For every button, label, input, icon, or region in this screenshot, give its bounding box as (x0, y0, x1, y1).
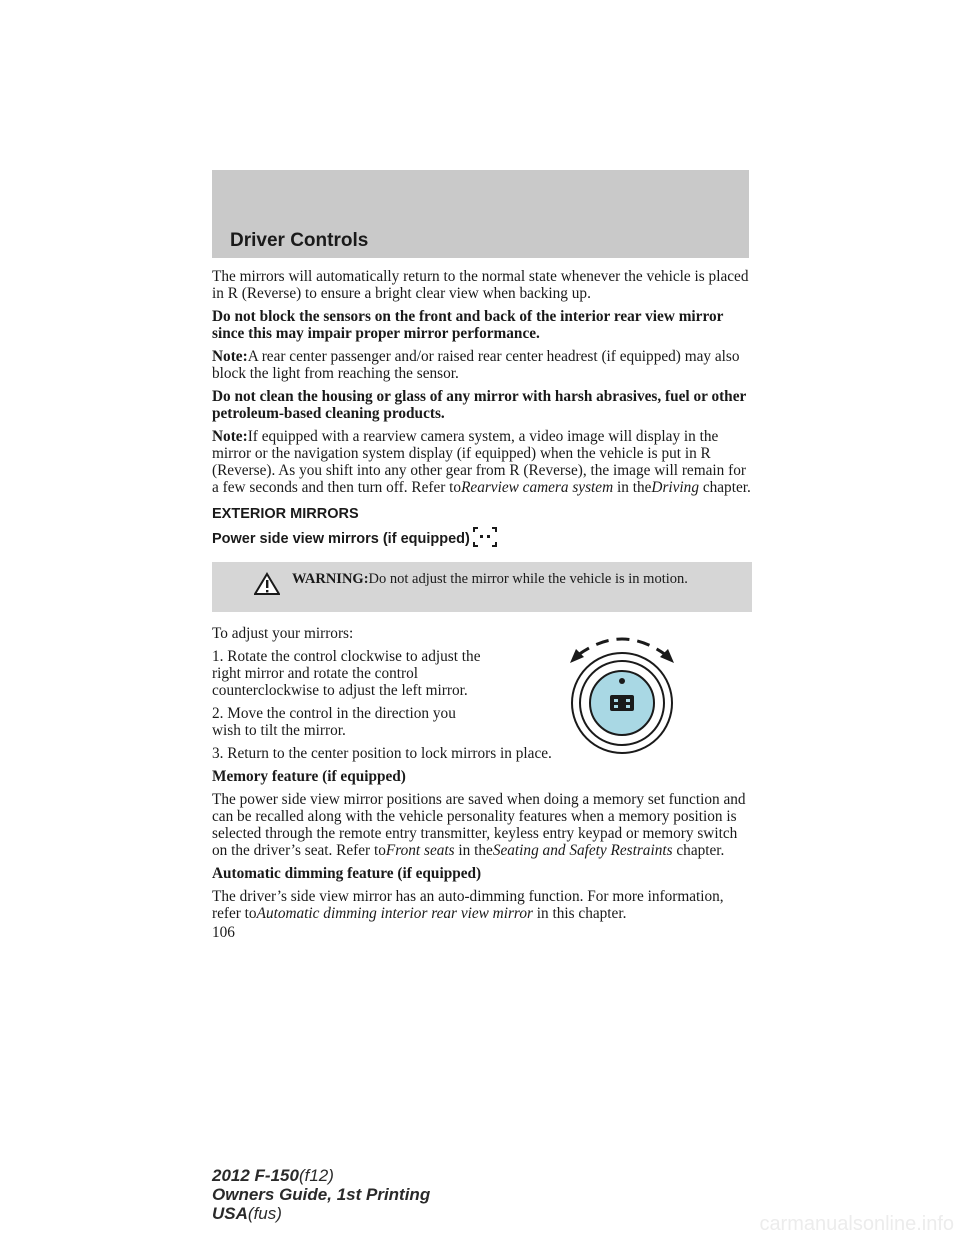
adjust-steps (212, 625, 482, 739)
adjust-instructions (212, 625, 752, 739)
footer-region-code: (fus) (247, 1204, 282, 1223)
note-headrest (212, 348, 752, 382)
page-body (212, 268, 752, 941)
adjust-intro: To adjust your mirrors: (212, 625, 354, 642)
footer-guide: Owners Guide, 1st Printing (212, 1185, 431, 1204)
note-text: A rear center passenger and/or raised rear center headrest (if equipped) may also block the light from reaching the sensor. (212, 348, 740, 382)
note-text: If equipped with a rearview camera system, a video image will display in the mirror or the navigation system display (if equipped) when the vehicle is put in R (Reverse). As you shift into any other gear from R (Reverse), the image will remain for a few seconds and then turn off. Refer to (212, 428, 746, 496)
note-end: chapter. (702, 479, 751, 496)
memory-paragraph (212, 791, 752, 859)
cross-reference: Driving (651, 479, 699, 496)
site-watermark: carmanualsonline.info (759, 1213, 954, 1235)
warning-text: Do not adjust the mirror while the vehicle is in motion. (368, 571, 688, 587)
paragraph-reverse-return: The mirrors will automatically return to the normal state whenever the vehicle is placed in R (Reverse) to ensure a bright clear view when backing up. (212, 268, 749, 302)
memory-text: The power side view mirror positions are saved when doing a memory set function and can be recalled along with the vehicle personality features when a memory position is selected through the remote entry transmitter, keyless entry keypad or memory switch on the driver’s seat. Refer to (212, 791, 746, 859)
auto-dim-text: The driver’s side view mirror has an auto-dimming function. For more information, refer to (212, 888, 724, 922)
subheading-text: Power side view mirrors (if equipped) (212, 531, 470, 547)
adjust-step-3: 3. Return to the center position to lock mirrors in place. (212, 745, 552, 762)
note-label: Note: (212, 348, 248, 365)
adjust-step-1: 1. Rotate the control clockwise to adjust the right mirror and rotate the control counterclockwise to adjust the left mirror. (212, 648, 481, 699)
mirror-control-icon (472, 526, 498, 548)
auto-dim-heading: Automatic dimming feature (if equipped) (212, 865, 482, 882)
cross-reference: Seating and Safety Restraints (492, 842, 673, 859)
paragraph-sensor-warning: Do not block the sensors on the front and back of the interior rear view mirror since this may impair proper mirror performance. (212, 308, 724, 342)
memory-end: chapter. (676, 842, 725, 859)
note-camera (212, 428, 752, 496)
mirror-control-knob-illustration (552, 615, 692, 755)
page-number: 106 (212, 924, 235, 941)
footer-model-code: (f12) (298, 1166, 334, 1185)
auto-dim-paragraph (212, 888, 752, 922)
warning-triangle-icon (254, 572, 280, 596)
footer-guide-line (212, 1185, 430, 1204)
footer-model-line (212, 1166, 430, 1185)
memory-connector: in the (458, 842, 493, 859)
cross-reference: Automatic dimming interior rear view mirror (256, 905, 533, 922)
note-connector: in the (616, 479, 652, 496)
exterior-mirrors-heading: EXTERIOR MIRRORS (212, 506, 359, 522)
footer-region-line (212, 1204, 430, 1223)
warning-message (292, 571, 742, 588)
cross-reference: Rearview camera system (461, 479, 614, 496)
note-label: Note: (212, 428, 248, 445)
paragraph-cleaning-warning: Do not clean the housing or glass of any mirror with harsh abrasives, fuel or other petroleum-based cleaning products. (212, 388, 746, 422)
footer-model: 2012 F-150 (212, 1166, 299, 1185)
footer-region: USA (212, 1204, 248, 1223)
adjust-step-2: 2. Move the control in the direction you wish to tilt the mirror. (212, 705, 456, 739)
memory-heading: Memory feature (if equipped) (212, 768, 406, 785)
section-title: Driver Controls (230, 230, 369, 251)
cross-reference: Front seats (385, 842, 455, 859)
warning-label: WARNING: (292, 571, 369, 587)
warning-box (212, 562, 752, 612)
auto-dim-end: in this chapter. (536, 905, 627, 922)
print-footer (212, 1166, 430, 1223)
power-mirrors-subheading (212, 531, 752, 548)
section-header-band (212, 170, 749, 258)
